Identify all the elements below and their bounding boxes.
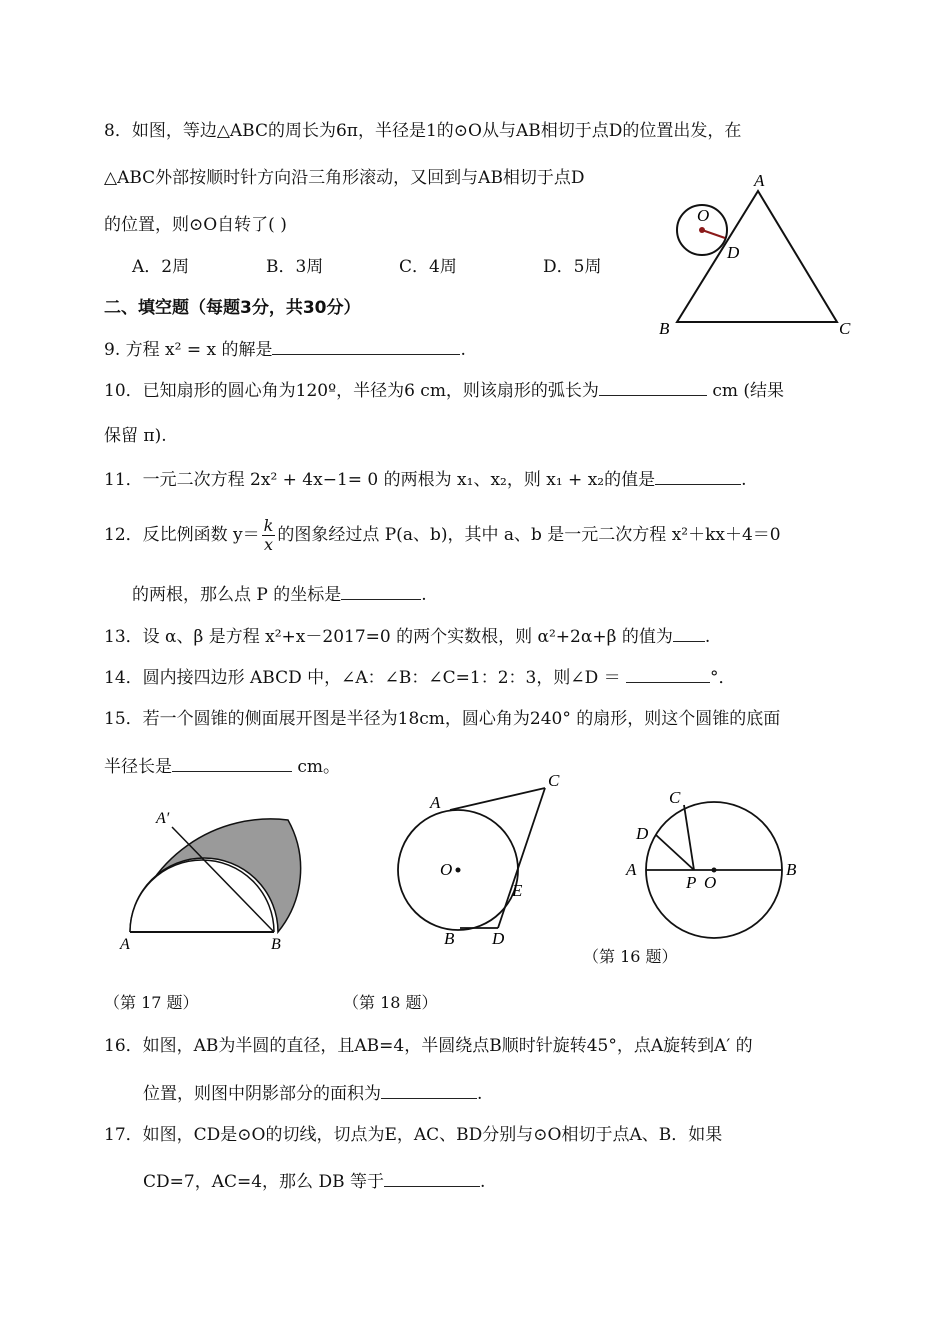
- q14-end: °．: [710, 668, 736, 688]
- q13-text: 13．设 α、β 是方程 x²+x－2017=0 的两个实数根，则 α²+2α+β 的值为: [104, 627, 673, 647]
- label-a: A: [754, 171, 765, 190]
- label-b: B: [659, 319, 670, 338]
- q11-end: .: [741, 470, 747, 490]
- q16-line2-text: 位置，则图中阴影部分的面积为: [143, 1084, 381, 1104]
- q14: [104, 666, 736, 689]
- q10-answer-blank[interactable]: [599, 379, 707, 396]
- q9: [104, 338, 466, 361]
- q8-line1: 8．如图，等边△ABC的周长为6π，半径是1的⊙O从与AB相切于点D的位置出发，在: [104, 121, 742, 141]
- q9-end: .: [460, 340, 466, 360]
- q17-line1: 17．如图，CD是⊙O的切线，切点为E，AC、BD分别与⊙O相切于点A、B．如果: [104, 1125, 723, 1145]
- radius-od: [702, 230, 725, 238]
- q9-answer-blank[interactable]: [272, 338, 460, 355]
- label-d-16: D: [636, 824, 649, 843]
- q12-answer-blank[interactable]: [341, 583, 421, 600]
- label-o-16: O: [704, 873, 717, 892]
- label-c: C: [839, 319, 851, 338]
- q12-frac-den: x: [263, 535, 273, 554]
- q12-text: 12．反比例函数 y＝: [104, 525, 260, 545]
- q13-answer-blank[interactable]: [673, 625, 705, 642]
- q14-answer-blank[interactable]: [626, 666, 710, 683]
- caption-16: （第 16 题）: [583, 947, 678, 966]
- q10: [104, 379, 784, 402]
- q16-line2: [143, 1082, 482, 1105]
- q12: [104, 515, 781, 555]
- chord-pc: [684, 805, 694, 870]
- label-o-18: O: [440, 860, 453, 879]
- center-o-16: [712, 868, 717, 873]
- q11: [104, 468, 747, 491]
- q16-end: .: [477, 1084, 483, 1104]
- q11-answer-blank[interactable]: [655, 468, 741, 485]
- q10-end: cm (结果: [706, 381, 785, 401]
- q10-line2: 保留 π).: [104, 426, 167, 446]
- section2-title: 二、填空题（每题3分，共30分）: [104, 298, 361, 318]
- label-b-16: B: [786, 860, 797, 879]
- q15-line1: 15．若一个圆锥的侧面展开图是半径为18cm，圆心角为240° 的扇形，则这个圆锥的底面: [104, 709, 781, 729]
- center-o-18: [456, 868, 461, 873]
- q12-line2: [132, 583, 427, 606]
- label-a-17: A: [120, 936, 130, 953]
- caption-17: （第 17 题）: [104, 993, 199, 1012]
- q13: [104, 625, 710, 648]
- q17-answer-blank[interactable]: [384, 1170, 480, 1187]
- label-e-18: E: [512, 881, 523, 900]
- q15-answer-blank[interactable]: [172, 755, 292, 772]
- q15-line2-text: 半径长是: [104, 757, 172, 777]
- label-a-18: A: [430, 793, 441, 812]
- figure-18: [390, 770, 590, 950]
- q17-line2-text: CD=7，AC=4，那么 DB 等于: [143, 1172, 384, 1192]
- q8-option-d: D．5周: [543, 257, 602, 277]
- figure-17: [118, 808, 318, 958]
- label-d: D: [727, 243, 740, 262]
- label-p-16: P: [686, 873, 697, 892]
- q12-frac-num: k: [263, 516, 274, 535]
- q12-fraction: [262, 517, 276, 554]
- q9-text: 9. 方程 x² = x 的解是: [104, 340, 273, 360]
- center-o-point: [699, 227, 705, 233]
- q16-line1: 16．如图，AB为半圆的直径，且AB=4，半圆绕点B顺时针旋转45°，点A旋转到A′ 的: [104, 1036, 753, 1056]
- q15-line2: [104, 755, 340, 778]
- q11-text: 11．一元二次方程 2x² + 4x−1= 0 的两根为 x₁、x₂，则 x₁ + x₂的值是: [104, 470, 656, 490]
- q16-answer-blank[interactable]: [381, 1082, 477, 1099]
- q8-option-a: A．2周: [132, 257, 190, 277]
- caption-18: （第 18 题）: [343, 993, 438, 1012]
- label-d-18: D: [492, 929, 505, 948]
- chord-pd: [656, 835, 694, 870]
- label-b-18: B: [444, 929, 455, 948]
- q14-text: 14．圆内接四边形 ABCD 中，∠A：∠B：∠C=1：2：3，则∠D ＝: [104, 668, 621, 688]
- q17-line2: [143, 1170, 485, 1193]
- q8-line3: 的位置，则⊙O自转了( ): [104, 215, 287, 235]
- label-c-16: C: [669, 788, 681, 807]
- figure-16: [622, 785, 822, 965]
- q8-option-c: C．4周: [399, 257, 457, 277]
- q12-line2-text: 的两根，那么点 P 的坐标是: [132, 585, 342, 605]
- q13-end: .: [704, 627, 711, 647]
- q12-text-after: 的图象经过点 P(a、b)，其中 a、b 是一元二次方程 x²＋kx＋4＝0: [277, 525, 781, 545]
- q8-option-b: B．3周: [266, 257, 324, 277]
- label-a-16: A: [626, 860, 637, 879]
- tangent-cd: [498, 788, 545, 928]
- q10-text: 10．已知扇形的圆心角为120º，半径为6 cm，则该扇形的弧长为: [104, 381, 599, 401]
- q8-triangle-figure: [655, 168, 875, 348]
- q15-end: cm。: [292, 757, 341, 777]
- q12-end: .: [421, 585, 427, 605]
- label-o: O: [697, 206, 710, 225]
- label-aprime-17: A′: [156, 810, 170, 827]
- tangent-ac: [450, 788, 545, 810]
- label-c-18: C: [548, 771, 560, 790]
- label-b-17: B: [271, 936, 281, 953]
- q8-line2: △ABC外部按顺时针方向沿三角形滚动，又回到与AB相切于点D: [104, 168, 585, 188]
- q17-end: .: [479, 1172, 486, 1192]
